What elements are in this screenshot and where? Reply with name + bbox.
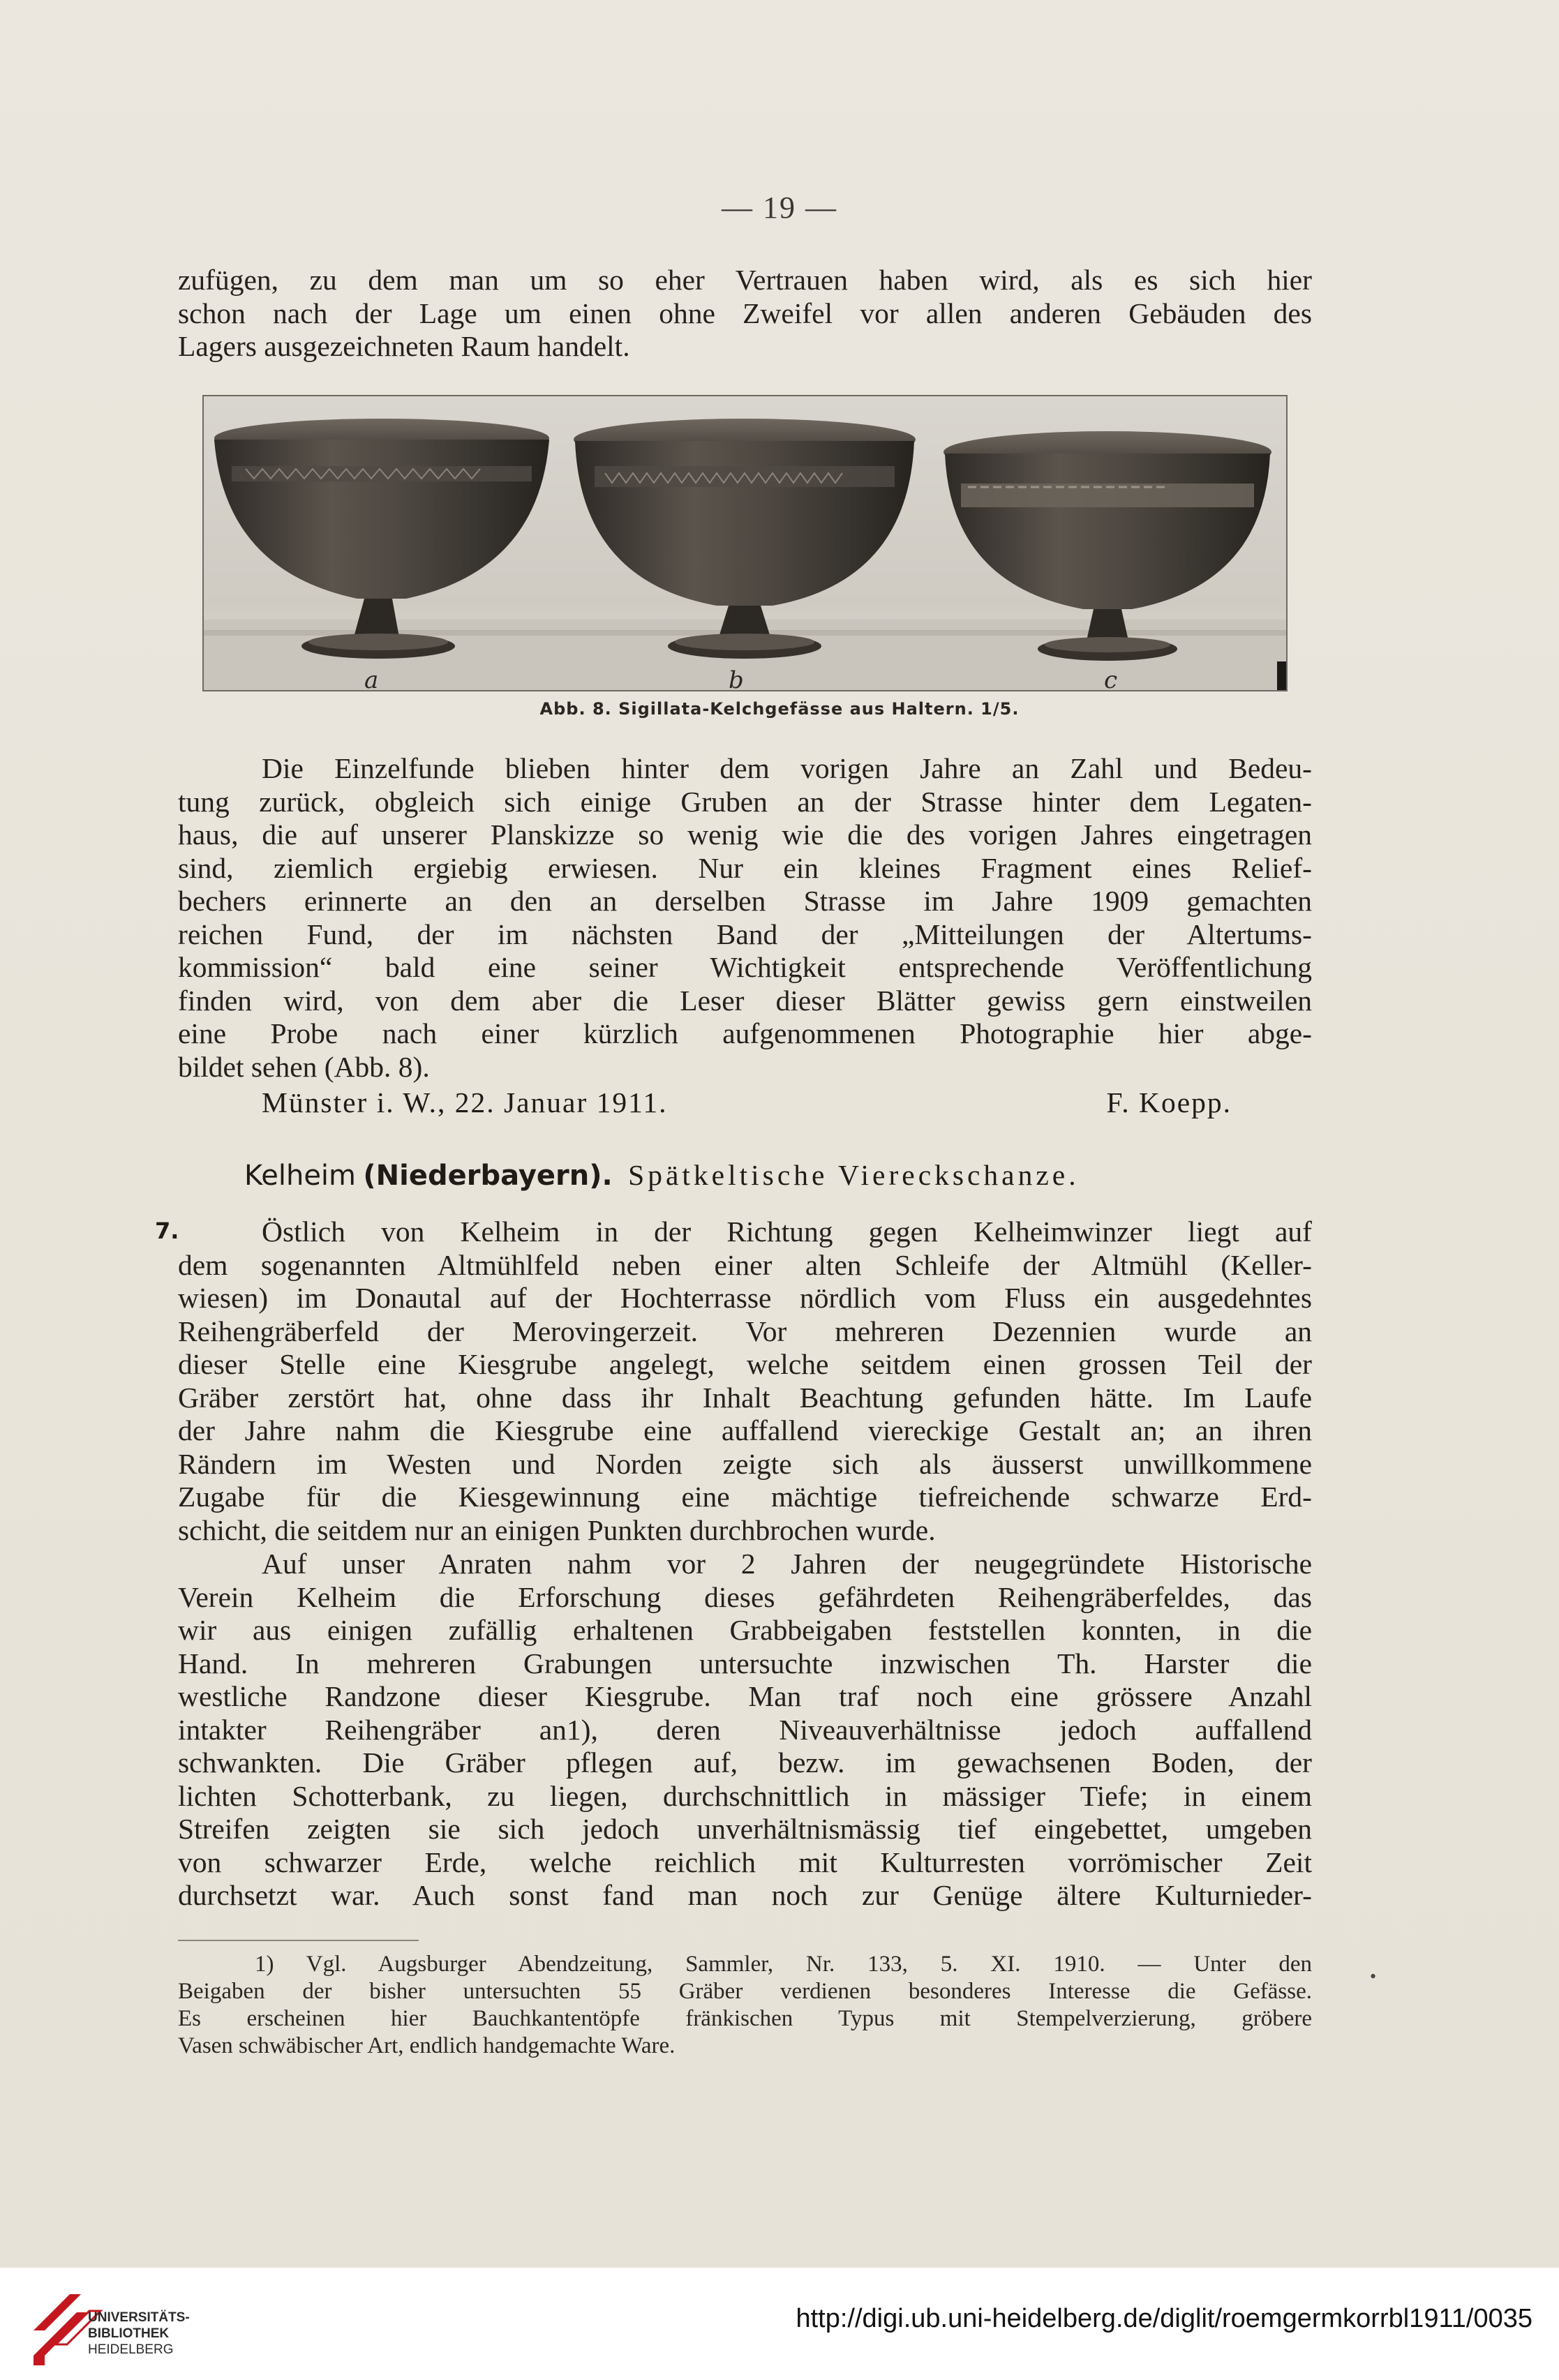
- text-line: durchsetzt war. Auch sonst fand man noch zur Genüge ältere Kulturnieder-: [178, 1879, 1312, 1911]
- text-line: dieser Stelle eine Kiesgrube angelegt, welche seitdem einen grossen Teil der: [178, 1348, 1312, 1380]
- text-line: Auf unser Anraten nahm vor 2 Jahren der neugegründete Historische: [262, 1548, 1312, 1580]
- heading-region: (Niederbayern).: [363, 1160, 613, 1192]
- text-line: wir aus einigen zufällig erhaltenen Grabbeigaben feststellen konnten, in die: [178, 1614, 1312, 1646]
- text-line: Lagers ausgezeichneten Raum handelt.: [178, 330, 630, 362]
- paragraph-einzelfunde: [178, 752, 1312, 1084]
- library-footer: [0, 2268, 1559, 2380]
- text-line: lichten Schotterbank, zu liegen, durchschnittlich in mässiger Tiefe; in einem: [178, 1779, 1312, 1812]
- text-line: von schwarzer Erde, welche reichlich mit Kulturresten vorrömischer Zeit: [178, 1846, 1312, 1878]
- author: F. Koepp.: [1106, 1086, 1232, 1118]
- section-heading: [244, 1158, 1263, 1192]
- text-line: schon nach der Lage um einen ohne Zweifel vor allen anderen Gebäuden des: [178, 297, 1312, 329]
- text-line: bildet sehen (Abb. 8).: [178, 1050, 430, 1083]
- footnotes: [178, 1951, 1312, 2060]
- text-line: wiesen) im Donautal auf der Hochterrasse nördlich vom Fluss ein ausgedehntes: [178, 1282, 1312, 1314]
- margin-mark: •: [1370, 1966, 1377, 1986]
- text-line: tung zurück, obgleich sich einige Gruben an der Strasse hinter dem Legaten-: [178, 785, 1312, 818]
- footnote-line: Vasen schwäbischer Art, endlich handgemachte Ware.: [178, 2033, 676, 2058]
- footnote-line: Es erscheinen hier Bauchkantentöpfe fränkischen Typus mit Stempelverzierung, gröbere: [178, 2006, 1312, 2031]
- intro-paragraph: [178, 264, 1312, 364]
- text-line: Gräber zerstört hat, ohne dass ihr Inhalt Beachtung gefunden hätte. Im Laufe: [178, 1381, 1312, 1414]
- text-line: schicht, die seitdem nur an einigen Punkten durchbrochen wurde.: [178, 1513, 936, 1546]
- chalice-illustration: [204, 396, 1288, 691]
- heading-place: Kelheim: [244, 1160, 356, 1192]
- paragraph-number: 7.: [155, 1218, 179, 1244]
- library-name-line: UNIVERSITÄTS-: [88, 2310, 190, 2325]
- place-date: Münster i. W., 22. Januar 1911.: [262, 1086, 668, 1118]
- text-line: Streifen zeigten sie sich jedoch unverhältnismässig tief eingebettet, umgeben: [178, 1813, 1312, 1845]
- text-line: bechers erinnerte an den an derselben Strasse im Jahre 1909 gemachten: [178, 885, 1312, 917]
- figure-caption: Abb. 8. Sigillata-Kelchgefässe aus Haltern. 1/5.: [539, 699, 1020, 719]
- paragraph-kelheim: [178, 1215, 1312, 1547]
- footnote-divider: [178, 1940, 419, 1941]
- text-line: haus, die auf unserer Planskizze so wenig wie die des vorigen Jahres eingetragen: [178, 818, 1312, 851]
- text-line: reichen Fund, der im nächsten Band der „Mitteilungen der Altertums-: [178, 918, 1312, 950]
- text-line: westliche Randzone dieser Kiesgrube. Man traf noch eine grössere Anzahl: [178, 1680, 1312, 1712]
- library-name-line: HEIDELBERG: [88, 2342, 174, 2357]
- text-line: intakter Reihengräber an1), deren Niveauverhältnisse jedoch auffallend: [178, 1713, 1312, 1746]
- text-line: der Jahre nahm die Kiesgrube eine auffallend viereckige Gestalt an; an ihren: [178, 1414, 1312, 1446]
- paragraph-anraten: [178, 1548, 1312, 1913]
- library-name: [88, 2310, 190, 2358]
- text-line: kommission“ bald eine seiner Wichtigkeit entsprechende Veröffentlichung: [178, 951, 1312, 983]
- heading-subtitle: Spätkeltische Viereckschanze.: [628, 1159, 1080, 1191]
- figure-label-c: c: [1104, 666, 1118, 691]
- page-number: — 19 —: [722, 190, 837, 225]
- footnote-line: Beigaben der bisher untersuchten 55 Gräber verdienen besonderes Interesse die Gefässe.: [178, 1979, 1312, 2004]
- text-line: Rändern im Westen und Norden zeigte sich als äusserst unwillkommene: [178, 1447, 1312, 1480]
- text-line: sind, ziemlich ergiebig erwiesen. Nur ein kleines Fragment eines Relief-: [178, 851, 1312, 884]
- chalice-photograph: [202, 395, 1288, 691]
- text-line: finden wird, von dem aber die Leser dieser Blätter gewiss gern einstweilen: [178, 984, 1312, 1017]
- text-line: Hand. In mehreren Grabungen untersuchte inzwischen Th. Harster die: [178, 1647, 1312, 1679]
- text-line: eine Probe nach einer kürzlich aufgenommenen Photographie hier abge-: [178, 1017, 1312, 1049]
- text-line: Zugabe für die Kiesgewinnung eine mächtige tiefreichende schwarze Erd-: [178, 1481, 1312, 1513]
- figure-label-b: b: [729, 666, 744, 691]
- text-line: Verein Kelheim die Erforschung dieses gefährdeten Reihengräberfeldes, das: [178, 1580, 1312, 1613]
- signature-line: [262, 1086, 1232, 1119]
- library-name-line: BIBLIOTHEK: [88, 2326, 170, 2341]
- text-line: schwankten. Die Gräber pflegen auf, bezw. im gewachsenen Boden, der: [178, 1746, 1312, 1779]
- text-line: Die Einzelfunde blieben hinter dem vorigen Jahre an Zahl und Bedeu-: [262, 752, 1312, 784]
- text-line: dem sogenannten Altmühlfeld neben einer alten Schleife der Altmühl (Keller-: [178, 1248, 1312, 1281]
- source-url-link[interactable]: http://digi.ub.uni-heidelberg.de/diglit/roemgermkorrbl1911/0035: [796, 2304, 1532, 2333]
- figure-label-a: a: [364, 666, 379, 691]
- text-line: Reihengräberfeld der Merovingerzeit. Vor mehreren Dezennien wurde an: [178, 1315, 1312, 1347]
- text-line: Östlich von Kelheim in der Richtung gegen Kelheimwinzer liegt auf: [262, 1215, 1312, 1248]
- footnote-line: 1) Vgl. Augsburger Abendzeitung, Sammler, Nr. 133, 5. XI. 1910. — Unter den: [255, 1952, 1312, 1977]
- text-line: zufügen, zu dem man um so eher Vertrauen haben wird, als es sich hier: [178, 264, 1312, 296]
